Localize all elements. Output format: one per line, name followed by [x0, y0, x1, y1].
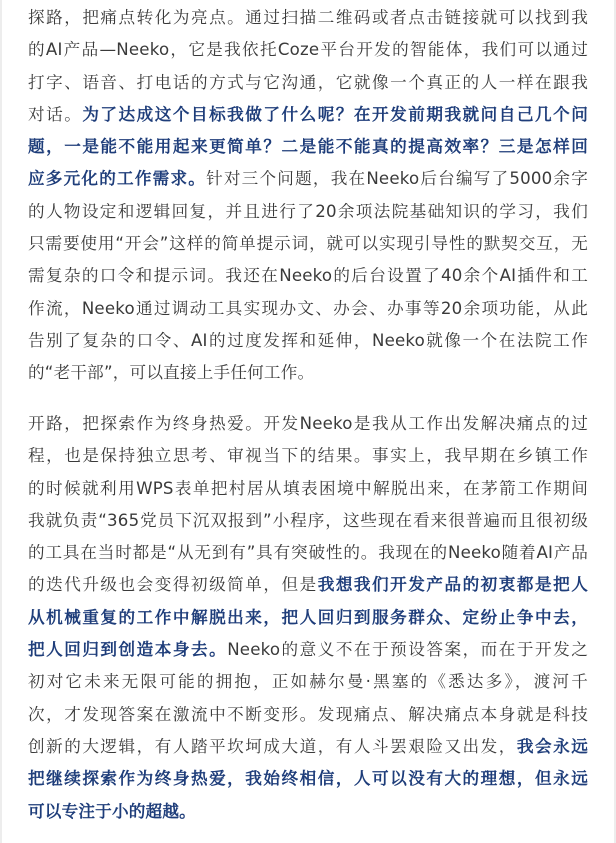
text-line — [28, 163, 588, 195]
text-line — [28, 569, 588, 601]
text-segment: Neeko的意义不在于预设答案，而在于开发之 — [227, 640, 588, 660]
highlighted-text: 应多元化的工作需求。 — [28, 169, 207, 189]
text-line — [28, 440, 588, 472]
text-line — [28, 293, 588, 325]
text-segment: 针对三个问题，我在Neeko后台编写了5000余字 — [206, 169, 588, 189]
text-line — [28, 731, 588, 763]
text-segment: 程，也是保持独立思考、审视当下的结果。事实上，我早期在乡镇工作 — [28, 446, 588, 466]
text-line — [28, 796, 588, 828]
text-line — [28, 634, 588, 666]
text-segment: 的工具在当时都是“从无到有”具有突破性的。我现在的Neeko随着AI产品 — [28, 543, 588, 563]
text-segment: 需复杂的口令和提示词。我还在Neeko的后台设置了40余个AI插件和工 — [28, 266, 588, 286]
text-line — [28, 408, 588, 440]
highlighted-text: 把人回归到创造本身去。 — [28, 640, 228, 660]
text-segment: 次，才发现答案在激流中不断变形。发现痛点、解决痛点本身就是科技 — [28, 704, 588, 724]
text-line — [28, 131, 588, 163]
text-segment: 的AI产品—Neeko，它是我依托Coze平台开发的智能体，我们可以通过 — [28, 40, 588, 60]
text-segment: 的“老干部”，可以直接上手任何工作。 — [28, 363, 315, 383]
text-segment: 告别了复杂的口令、AI的过度发挥和延伸，Neeko就像一个在法院工作 — [28, 330, 588, 350]
text-segment: 对话。 — [28, 104, 83, 124]
text-line — [28, 228, 588, 260]
text-line — [28, 2, 588, 34]
text-line — [28, 699, 588, 731]
text-segment: 只需要使用“开会”这样的简单提示词，就可以实现引导性的默契交互，无 — [28, 234, 588, 254]
text-line — [28, 325, 588, 357]
paragraph-2 — [28, 408, 588, 828]
text-line — [28, 666, 588, 698]
text-line — [28, 196, 588, 228]
text-line — [28, 34, 588, 66]
highlighted-text: 从机械重复的工作中解脱出来，把人回归到服务群众、定纷止争中去， — [28, 607, 588, 627]
text-segment: 开路，把探索作为终身热爱。开发Neeko是我从工作出发解决痛点的过 — [28, 414, 588, 433]
text-segment: 探路，把痛点转化为亮点。通过扫描二维码或者点击链接就可以找到我 — [28, 8, 588, 27]
text-line — [28, 357, 588, 389]
text-line — [28, 260, 588, 292]
text-segment: 的迭代升级也会变得初级简单，但是 — [28, 575, 318, 595]
text-segment: 创新的大逻辑，有人踏平坎坷成大道，有人斗罢艰险又出发， — [28, 736, 517, 756]
highlighted-text: 我会永远 — [516, 736, 588, 756]
highlighted-text: 可以专注于小的超越。 — [28, 801, 196, 821]
text-segment: 我就负责“365党员下沉双报到”小程序，这些现在看来很普遍而且很初级 — [28, 510, 588, 530]
text-segment: 的人物设定和逻辑回复，并且进行了20余项法院基础知识的学习，我们 — [28, 201, 588, 221]
text-line — [28, 99, 588, 131]
highlighted-text: 题，一是能不能用起来更简单？二是能不能真的提高效率？三是怎样回 — [28, 137, 588, 157]
text-line — [28, 537, 588, 569]
text-line — [28, 67, 588, 99]
text-line — [28, 602, 588, 634]
highlighted-text: 把继续探索作为终身热爱，我始终相信，人可以没有大的理想，但永远 — [28, 769, 588, 789]
text-line — [28, 473, 588, 505]
text-segment: 的时候就利用WPS表单把村居从填表困境中解脱出来，在茅箭工作期间 — [28, 478, 588, 498]
text-segment: 初对它未来无限可能的拥抱，正如赫尔曼·黑塞的《悉达多》，渡河千 — [28, 672, 588, 692]
text-segment: 打字、语音、打电话的方式与它沟通，它就像一个真正的人一样在跟我 — [28, 72, 588, 92]
highlighted-text: 我想我们开发产品的初衷都是把人 — [317, 575, 588, 595]
highlighted-text: 为了达成这个目标我做了什么呢？在开发前期我就问自己几个问 — [82, 104, 588, 124]
text-line — [28, 763, 588, 795]
text-segment: 作流，Neeko通过调动工具实现办文、办会、办事等20余项功能，从此 — [28, 298, 588, 318]
text-line — [28, 505, 588, 537]
paragraph-1 — [28, 2, 588, 390]
left-edge-divider — [0, 0, 2, 843]
